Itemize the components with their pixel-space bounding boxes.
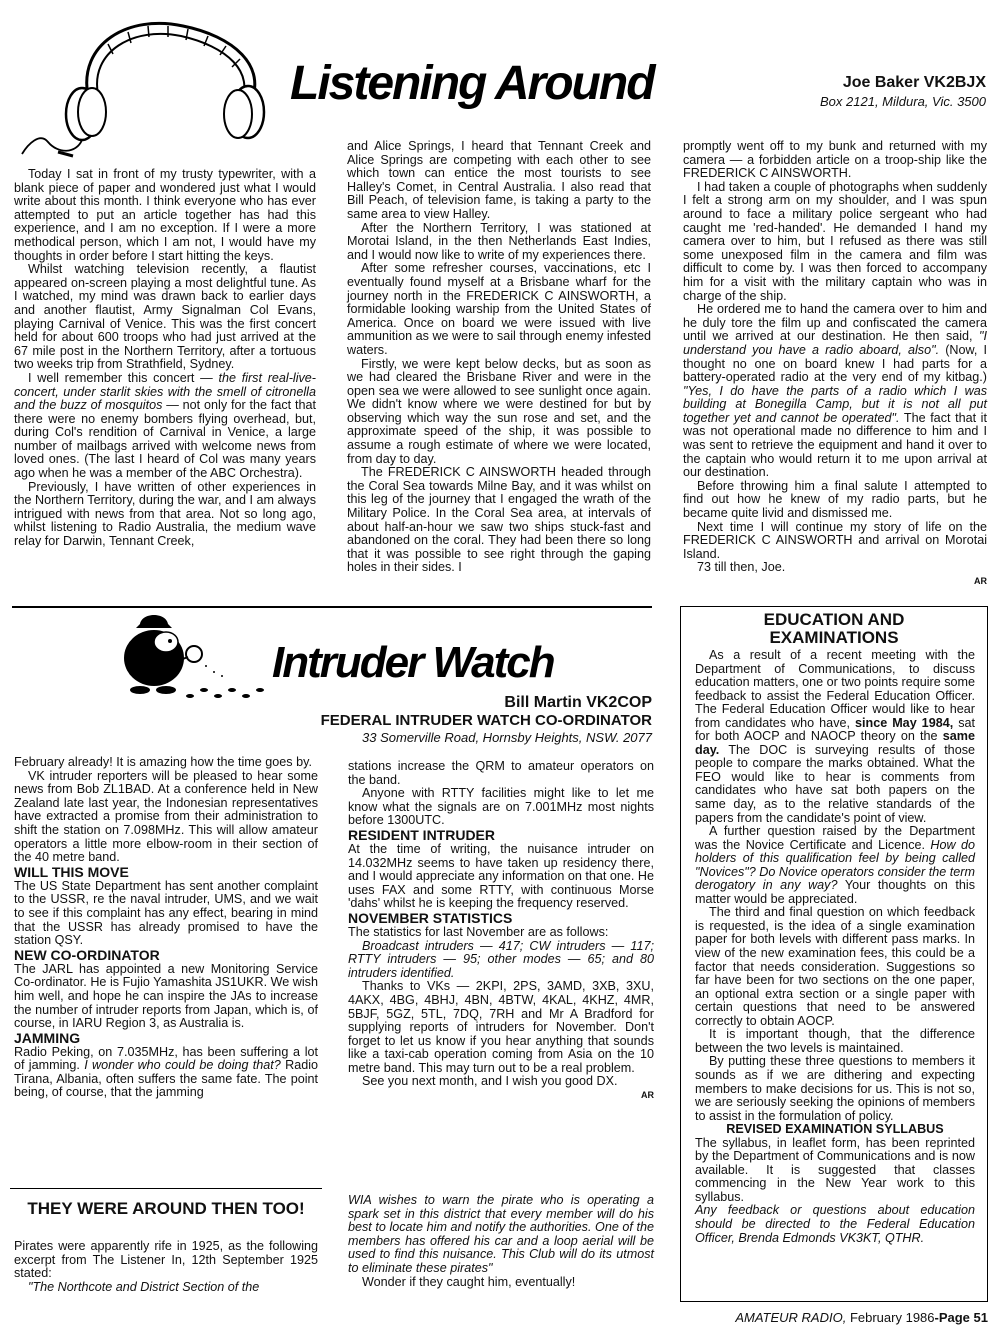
paragraph: As a result of a recent meeting with the Department of Communications, to discuss education matters, one or two points require some feedback to assist the Federal Education Officer. The Federal Education Officer would like to hear from candidates who have, since May 1984, sat for both AOCP and NAOCP theory on the same day. The DOC is surveying results of those people to compare the marks obtained. What the FEO would like to hear is comments from candidates who have sat both papers on the same day, as to the relative standards of the papers from the candidate's point of view.: [695, 648, 976, 825]
paragraph: A further question raised by the Department was the Novice Certificate and Licence. How do holders of this qualification feel by being called "Novices"? Do Novice operators consider the term derogatory in any way? Your thoughts on this matter would be appreciated.: [695, 824, 976, 906]
paragraph: February already! It is amazing how the time goes by.: [14, 755, 312, 769]
subheading: JAMMING: [14, 1029, 81, 1046]
paragraph: Today I sat in front of my trusty typewriter, with a blank piece of paper and wondered just what I would write about this month. I think everyone who has ever attempted to put an article together has had this experience, and I am no exception. If I were a more methodical person, which I am not, I would have my thoughts in order before I start hitting the keys.: [14, 167, 316, 263]
paragraph: See you next month, and I wish you good DX.: [362, 1074, 618, 1089]
paragraph: At the time of writing, the nuisance intruder on 14.032MHz seems to have taken up residency there, and I would appreciate any information on that one. He uses FAX and some RTTY, with continuous Morse 'dahs' whilst he is keeping the frequency reserved.: [348, 841, 654, 911]
end-mark: AR: [641, 1090, 654, 1101]
around-col-1: [14, 1240, 318, 1294]
listening-col-3: [683, 140, 987, 589]
education-title: EDUCATION AND EXAMINATIONS: [763, 610, 905, 647]
paragraph: Wonder if they caught him, eventually!: [362, 1274, 576, 1289]
detective-mascot-illustration: [110, 610, 270, 704]
paragraph: "The Northcote and District Section of the: [28, 1279, 260, 1294]
headphones-illustration: [18, 4, 288, 162]
listening-address: Box 2121, Mildura, Vic. 3500: [820, 94, 986, 109]
around-title: THEY WERE AROUND THEN TOO!: [27, 1199, 305, 1218]
subheading: WILL THIS MOVE: [14, 863, 129, 880]
paragraph: The statistics for last November are as follows:: [348, 924, 609, 939]
paragraph: Broadcast intruders — 417; CW intruders — 117; RTTY intruders — 95; other modes — 65; and 80 intruders identified.: [348, 938, 654, 980]
paragraph: Next time I will continue my story of life on the FREDERICK C AINSWORTH and arrival on Morotai Island.: [683, 519, 987, 561]
paragraph: promptly went off to my bunk and returned with my camera — a forbidden article on a troop-ship like the FREDERICK C AINSWORTH.: [683, 139, 987, 181]
paragraph: WIA wishes to warn the pirate who is operating a spark set in this district that every member will do his best to locate him and notify the authorities. One of the members has offered his car and a loop aerial will be used to find this nuisance. This Club will do its utmost to eliminate these pirates": [348, 1193, 654, 1275]
subheading: NEW CO-ORDINATOR: [14, 946, 160, 963]
paragraph: 73 till then, Joe.: [697, 560, 786, 575]
paragraph: It is important though, that the difference between the two levels is maintained.: [695, 1027, 975, 1055]
paragraph: Radio Peking, on 7.035MHz, has been suffering a lot of jamming. I wonder who could be doing that? Radio Tirana, Albania, often suffers the same fate. The point being, of course, that the jamming: [14, 1044, 319, 1100]
intruder-col-2: [348, 760, 654, 1103]
listening-col-1: [14, 168, 316, 549]
paragraph: By putting these three questions to members it sounds as if we are dithering and expecting members to make decisions for us. This is not so, we are seriously seeking the opinions of members to assist in the formulation of policy.: [695, 1054, 975, 1123]
paragraph: stations increase the QRM to amateur operators on the band.: [348, 759, 654, 787]
page-footer: [735, 1310, 988, 1325]
paragraph: The JARL has appointed a new Monitoring Service Co-ordinator. He is Fujio Yamashita JS1UKR. We wish him well, and hope he can inspire the JAs to increase the number of intruder reports from Japan, which is, of course, in IARU Region 3, as Australia is.: [14, 961, 318, 1031]
education-box: [680, 606, 988, 1302]
paragraph: Anyone with RTTY facilities might like to let me know what the signals are on 7.001MHz most nights before 1300UTC.: [348, 786, 654, 828]
paragraph: Previously, I have written of other experiences in the Northern Territory, during the war, and I am always intrigued with news from that area. Not so long ago, whilst listening to Radio Australia, the medium wave relay for Darwin, Tennant Creek,: [14, 479, 316, 549]
paragraph: Pirates were apparently rife in 1925, as the following excerpt from The Listener In, 12th September 1925 stated:: [14, 1239, 318, 1281]
paragraph: and Alice Springs, I heard that Tennant Creek and Alice Springs are competing with each other to see which town can entice the most tourists to see Halley's Comet, in Central Australia. I also read that Bill Peach, of television fame, is taking a party to the same area to view Halley.: [347, 139, 651, 221]
listening-title: Listening Around: [290, 57, 654, 110]
paragraph: The FREDERICK C AINSWORTH headed through the Coral Sea towards Milne Bay, and it was whilst on this leg of the journey that I engaged the wrath of the Military Police. In the Coral Sea area, at intervals of about half-an-hour we saw two ships stuck-fast and abandoned on the coral. They had been there so long that it was possible to see right through the gaping holes in their sides. I: [347, 465, 651, 575]
paragraph: He ordered me to hand the camera over to him and he duly tore the film up and confiscated the camera until we arrived at our destination. He then said, "I understand you have a radio aboard, also". (Now, I thought no one on board knew I had parts for a battery-operated radio at the very end of my kitbag.) "Yes, I do have the parts of a radio which I was building at Bonegilla Camp, but it is not all put together yet and cannot be operated". The fact that it was not operational made no difference to him and I was sent to retrieve the equipment and hand it over to the captain who would return it to me upon arrival at our destination.: [683, 302, 987, 480]
paragraph: Any feedback or questions about education should be directed to the Federal Education Officer, Brenda Edmonds VK3KT, QTHR.: [695, 1203, 975, 1245]
issue-date: February 1986: [849, 1310, 935, 1325]
listening-col-2: [347, 140, 651, 575]
paragraph: Before throwing him a final salute I attempted to find out how he knew of my radio parts, but he became quite livid and dismissed me.: [683, 478, 987, 521]
intruder-author: Bill Martin VK2COP: [504, 694, 652, 711]
end-mark: AR: [974, 576, 987, 586]
paragraph: Firstly, we were kept below decks, but as soon as we had cleared the Brisbane River and were in the open sea we were allowed to see sunlight once again. We didn't know where we were destined for but by observing which way the sun rose and set, and the approximate speed of the ship, it was possible to assume a rough estimate of where we were located, from day to day.: [347, 356, 651, 466]
magazine-name: AMATEUR RADIO,: [735, 1310, 847, 1325]
subheading: NOVEMBER STATISTICS: [348, 909, 513, 926]
paragraph: Whilst watching television recently, a flautist appeared on-screen playing a most delightful tune. As I watched, my mind was drawn back to earlier days and another flautist, Army Signalman Col Evans, playing Carnival of Venice. This was the first concert held for about 600 troops who had just arrived at the 67 mile post in the Northern Territory, after a tortuous two weeks trip from Strathfield, Sydney.: [14, 262, 316, 372]
paragraph: The third and final question on which feedback is requested, is the idea of a single examination paper for both levels with different pass marks. In view of the new examination fees, this could be a factor that needs consideration. Suggestions so far have been for two sections on the one paper, an optional extra section or a single paper with certain questions that need to be answered correctly to obtain AOCP.: [695, 905, 975, 1028]
paragraph: VK intruder reporters will be pleased to hear some news from Bob ZL1BAD. At a conference held in New Zealand late last year, the Indonesian representatives have extracted a promise from their administration to shift the station on 7.098MHz. This will allow amateur operators a little more elbow-room in their section of the 40 metre band.: [14, 768, 318, 865]
intruder-title: Intruder Watch: [272, 638, 554, 687]
intruder-address: 33 Somerville Road, Hornsby Heights, NSW. 2077: [362, 730, 652, 745]
around-col-2: [348, 1194, 654, 1289]
paragraph: Thanks to VKs — 2KPI, 2PS, 3AMD, 3XB, 3XU, 4AKX, 4BG, 4BHJ, 4BN, 4BTW, 4KAL, 4KHZ, 4MR, 5BJF, 5GZ, 5TL, 7DQ, 7RH and Mr A Bradford for supplying reports of intruders for November. Don't forget to let us know if you hear anything that sounds like a taxi-cab operation coming from Asia on the 10 metre band. This may turn out to be a real problem.: [348, 979, 654, 1075]
paragraph: The US State Department has sent another complaint to the USSR, re the naval intruder, UMS, and we wait to see if this complaint has any effect, bearing in mind that the USSR has already promised to have the station QSY.: [14, 878, 318, 948]
intruder-col-1: [14, 756, 318, 1100]
education-body: [695, 649, 975, 1245]
paragraph: The syllabus, in leaflet form, has been reprinted by the Department of Communications and is now available. It is suggested that classes commencing in the New Year work to this syllabus.: [695, 1135, 975, 1204]
paragraph: After the Northern Territory, I was stationed at Morotai Island, in the then Netherlands East Indies, and I would now like to write of my experiences there.: [347, 220, 651, 262]
paragraph: After some refresher courses, vaccinations, etc I eventually found myself at a Brisbane wharf for the journey north in the FREDERICK C AINSWORTH, a formidable looking warship from the United States of America. Once on board we were issued with live ammunition as we were to sail through enemy infested waters.: [347, 261, 651, 357]
page-number: -Page 51: [934, 1310, 988, 1325]
around-title-box: [10, 1188, 322, 1229]
paragraph: I well remember this concert — the first real-live-concert, under starlit skies with the smell of citronella and the buzz of mosquitos — not only for the fact that there were no enemy bombers flying overhead, but, during Col's rendition of Carnival in Venice, a large number of mailbags arrived with welcome news from loved ones. (The last I heard of Col was many years ago when he was a member of the ABC Orchestra).: [14, 370, 316, 481]
listening-author: Joe Baker VK2BJX: [842, 74, 986, 91]
subheading: REVISED EXAMINATION SYLLABUS: [726, 1122, 944, 1137]
intruder-role: FEDERAL INTRUDER WATCH CO-ORDINATOR: [320, 712, 652, 729]
paragraph: I had taken a couple of photographs when suddenly I felt a strong arm on my shoulder, and I was spun around to face a military police sergeant who had caught me 'red-handed'. He demanded I hand my camera over to him, but I refused as there was still some unexposed film in the camera and film was difficult to come by. I was then forced to accompany him for a visit with the military captain who was in charge of the ship.: [683, 179, 987, 303]
section-divider: [12, 606, 652, 608]
subheading: RESIDENT INTRUDER: [348, 826, 496, 843]
